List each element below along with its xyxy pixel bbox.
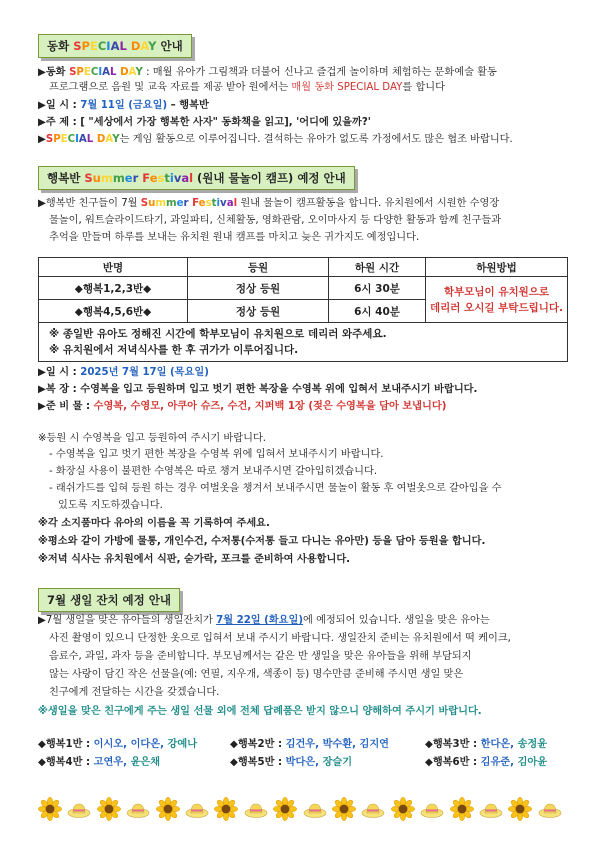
section1-title: 동화 SPECIAL DAY 안내 bbox=[38, 34, 192, 58]
table-header: 하원 시간 bbox=[329, 258, 426, 277]
sunflower-icon bbox=[38, 797, 62, 821]
table-header: 반명 bbox=[39, 258, 188, 277]
hat-icon bbox=[538, 797, 562, 821]
table-row bbox=[39, 277, 568, 300]
sunflower-icon bbox=[273, 797, 297, 821]
table-header-row bbox=[39, 258, 568, 277]
cell-arrival: 정상 등원 bbox=[188, 300, 329, 323]
schedule-table bbox=[38, 257, 568, 362]
s2-note-1a: - 수영복을 입고 벗기 편한 복장을 수영복 위에 입혀서 보내주시기 바랍니다. bbox=[49, 449, 384, 460]
sunflower-icon bbox=[450, 797, 474, 821]
birthday-class-4: ◆행복4반 : 고연우, 윤은채 bbox=[38, 757, 161, 768]
sunflower-icon bbox=[332, 797, 356, 821]
s1-intro: ▶동화 SPECIAL DAY : 매월 유아가 그림책과 더불어 신나고 즐겁게 놀이하며 체험하는 문화예술 활동 bbox=[38, 67, 497, 78]
s2-intro: ▶행복반 친구들이 7월 Summer Festival 원내 물놀이 캠프활동을 합니다. 유치원에서 시원한 수영장 bbox=[38, 198, 500, 209]
birthday-class-1: ◆행복1반 : 이시오, 이다온, 강예나 bbox=[38, 739, 198, 750]
sunflower-icon bbox=[97, 797, 121, 821]
sunflower-icon bbox=[156, 797, 180, 821]
s3-p2: 사진 촬영이 있으니 단정한 옷으로 입혀서 보내 주시기 바랍니다. 생일잔치 준비는 유치원에서 떡 케이크, bbox=[49, 633, 511, 644]
s3-p1: ▶7월 생일을 맞은 유아들의 생일잔치가 7월 22일 (화요일)에 예정되어 있습니다. 생일을 맞은 유아는 bbox=[38, 615, 490, 626]
s2-prep: ▶준 비 물 : 수영복, 수영모, 아쿠아 슈즈, 수건, 지퍼백 1장 (젖은 수영복을 담아 보냅니다) bbox=[38, 401, 447, 412]
s3-p5: 친구에게 전달하는 시간을 갖겠습니다. bbox=[49, 687, 220, 698]
cell-class: ◆행복4,5,6반◆ bbox=[39, 300, 188, 323]
section2-title: 행복반 Summer Festival (원내 물놀이 캠프) 예정 안내 bbox=[38, 166, 355, 190]
hat-icon bbox=[303, 797, 327, 821]
special-day-rainbow: SPECIAL DAY bbox=[73, 39, 157, 53]
hat-icon bbox=[361, 797, 385, 821]
hat-icon bbox=[126, 797, 150, 821]
section3-title: 7월 생일 잔치 예정 안내 bbox=[38, 588, 180, 612]
s1-note: ▶SPECIAL DAY는 게임 활동으로 이루어집니다. 결석하는 유아가 없도록 가정에서도 많은 협조 바랍니다. bbox=[38, 134, 513, 145]
s2-note-2: ※각 소지품마다 유아의 이름을 꼭 기록하여 주세요. bbox=[38, 518, 270, 529]
cell-arrival: 정상 등원 bbox=[188, 277, 329, 300]
s2-intro-3: 추억을 만들며 하루를 보내는 유치원 원내 캠프를 마치고 늦은 귀가지도 예정입니다. bbox=[49, 232, 420, 243]
s2-note-3: ※평소와 같이 가방에 물통, 개인수건, 수저통(수저통 들고 다니는 유아만) 등을 담아 등원을 합니다. bbox=[38, 536, 486, 547]
s3-p4: 않는 사랑이 담긴 작은 선물을(예: 연필, 지우개, 색종이 등) 명수만큼 준비해 주시면 생일 맞은 bbox=[49, 669, 464, 680]
sunflower-icon bbox=[508, 797, 532, 821]
hat-icon bbox=[67, 797, 91, 821]
s2-intro-2: 물놀이, 워트슬라이드타기, 과일파티, 신체활동, 영화관람, 오이마사지 등 다양한 활동과 함께 친구들과 bbox=[49, 215, 502, 226]
birthday-class-2: ◆행복2반 : 김건우, 박수환, 김지연 bbox=[230, 739, 390, 750]
birthday-class-3: ◆행복3반 : 한다온, 송정윤 bbox=[425, 739, 548, 750]
table-header: 하원방법 bbox=[426, 258, 568, 277]
s2-note-4: ※저녁 식사는 유치원에서 식판, 숟가락, 포크를 준비하여 사용합니다. bbox=[38, 554, 351, 565]
cell-time: 6시 40분 bbox=[329, 300, 426, 323]
birthday-class-6: ◆행복6반 : 김유준, 김아윤 bbox=[425, 757, 548, 768]
table-header: 등원 bbox=[188, 258, 329, 277]
sunflower-icon bbox=[391, 797, 415, 821]
table-note-1: ※ 종일반 유아도 정해진 시간에 학부모님이 유치원으로 데리러 와주세요. bbox=[49, 328, 387, 340]
s3-p3: 음료수, 과일, 과자 등을 준비합니다. 부모님께서는 같은 반 생일을 맞은 유아들을 위해 부담되지 bbox=[49, 651, 472, 662]
s2-date: ▶일 시 : 2025년 7월 17일 (목요일) bbox=[38, 367, 209, 378]
s2-note-1b: - 화장실 사용이 불편한 수영복은 따로 챙겨 보내주시면 갈아입히겠습니다. bbox=[49, 466, 378, 477]
hat-icon bbox=[479, 797, 503, 821]
s1-topic: ▶주 제 : [ "세상에서 가장 행복한 사자" 동화책을 읽고], '어디에 있을까?' bbox=[38, 117, 371, 128]
table-note-2: ※ 유치원에서 저녁식사를 한 후 귀가가 이루어집니다. bbox=[49, 344, 299, 356]
sunflower-icon bbox=[214, 797, 238, 821]
s1-intro-2: 프로그램으로 음원 및 교육 자료를 제공 받아 원에서는 매월 동화 SPECIAL DAY를 합니다 bbox=[49, 82, 445, 93]
s3-note: ※생일을 맞은 친구에게 주는 생일 선물 외에 전체 답례품은 받지 않으니 양해하여 주시기 바랍니다. bbox=[38, 706, 482, 717]
cell-class: ◆행복1,2,3반◆ bbox=[39, 277, 188, 300]
hat-icon bbox=[185, 797, 209, 821]
cell-method: 학부모님이 유치원으로 데리러 오시길 부탁드립니다. bbox=[426, 277, 568, 323]
table-note-row bbox=[39, 323, 568, 362]
s1-date: ▶일 시 : 7월 11일 (금요일) – 행복반 bbox=[38, 100, 209, 111]
hat-icon bbox=[420, 797, 444, 821]
cell-time: 6시 30분 bbox=[329, 277, 426, 300]
s2-note-1c: - 래쉬가드를 입혀 등원 하는 경우 여벌옷을 챙겨서 보내주시면 물놀이 활동 후 여벌옷으로 갈아입을 수 bbox=[49, 483, 502, 494]
hat-icon bbox=[244, 797, 268, 821]
birthday-class-5: ◆행복5반 : 박다은, 장슬기 bbox=[230, 757, 353, 768]
s2-note-1c-2: 있도록 지도하겠습니다. bbox=[58, 500, 163, 511]
s2-attire: ▶복 장 : 수영복을 입고 등원하며 입고 벗기 편한 복장을 수영복 위에 입혀서 보내주시기 바랍니다. bbox=[38, 384, 478, 395]
s2-note-1: ※등원 시 수영복을 입고 등원하여 주시기 바랍니다. bbox=[38, 433, 267, 444]
